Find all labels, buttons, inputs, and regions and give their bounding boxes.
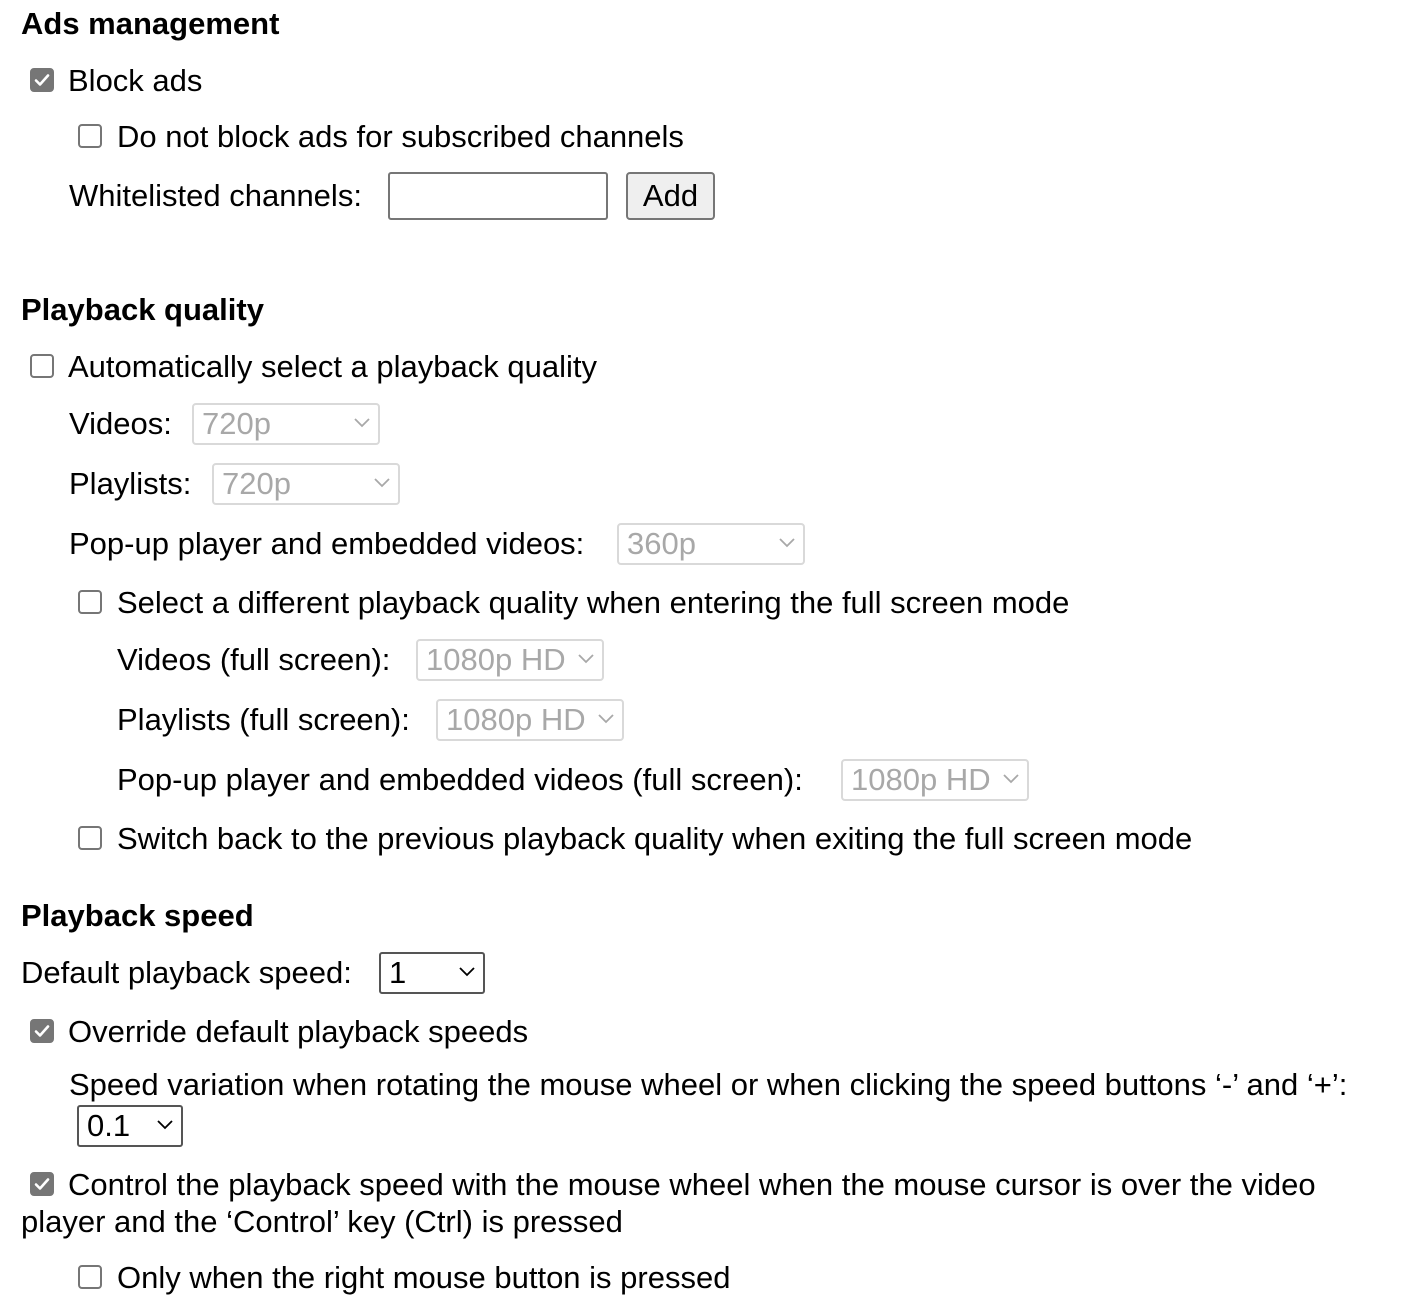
playlists-quality-value: 720p [222,466,291,501]
playback-speed-heading: Playback speed [21,898,254,933]
ads-management-heading: Ads management [21,6,280,41]
right-mouse-button-label: Only when the right mouse button is pressed [117,1260,731,1295]
chevron-down-icon [1003,774,1019,784]
whitelisted-channels-input[interactable] [388,172,608,220]
chevron-down-icon [578,654,594,664]
right-mouse-button-checkbox[interactable] [78,1265,102,1289]
videos-quality-label: Videos: [69,406,172,441]
playback-quality-heading: Playback quality [21,292,264,327]
fullscreen-quality-label: Select a different playback quality when entering the full screen mode [117,585,1070,620]
checkmark-icon [33,1022,51,1040]
subscribed-channels-checkbox[interactable] [78,124,102,148]
chevron-down-icon [779,538,795,548]
chevron-down-icon [354,418,370,428]
speed-variation-select[interactable] [77,1105,183,1147]
mouse-wheel-speed-label-line2: player and the ‘Control’ key (Ctrl) is pressed [21,1204,623,1239]
videos-quality-select[interactable] [192,403,380,445]
playlists-fullscreen-label: Playlists (full screen): [117,702,410,737]
switch-back-label: Switch back to the previous playback quality when exiting the full screen mode [117,821,1193,856]
videos-fullscreen-label: Videos (full screen): [117,642,391,677]
playlists-fullscreen-value: 1080p HD [446,702,586,737]
add-button[interactable]: Add [626,172,715,220]
block-ads-checkbox[interactable] [30,68,54,92]
override-speeds-label: Override default playback speeds [68,1014,529,1049]
popup-fullscreen-label: Pop-up player and embedded videos (full screen): [117,762,803,797]
chevron-down-icon [598,714,614,724]
whitelisted-channels-label: Whitelisted channels: [69,178,362,213]
popup-fullscreen-value: 1080p HD [851,762,991,797]
videos-fullscreen-value: 1080p HD [426,642,566,677]
block-ads-label: Block ads [68,63,203,98]
speed-variation-value: 0.1 [87,1108,131,1143]
chevron-down-icon [157,1120,173,1130]
popup-quality-select[interactable] [617,523,805,565]
popup-fullscreen-select[interactable] [841,759,1029,801]
videos-fullscreen-select[interactable] [416,639,604,681]
checkmark-icon [33,71,51,89]
checkmark-icon [33,1175,51,1193]
auto-quality-checkbox[interactable] [30,354,54,378]
override-speeds-checkbox[interactable] [30,1019,54,1043]
default-speed-value: 1 [389,955,407,990]
subscribed-channels-label: Do not block ads for subscribed channels [117,119,684,154]
fullscreen-quality-checkbox[interactable] [78,590,102,614]
popup-quality-label: Pop-up player and embedded videos: [69,526,585,561]
videos-quality-value: 720p [202,406,271,441]
mouse-wheel-speed-label-line1: Control the playback speed with the mouse wheel when the mouse cursor is over the video [68,1167,1316,1202]
chevron-down-icon [459,967,475,977]
mouse-wheel-speed-checkbox[interactable] [30,1172,54,1196]
chevron-down-icon [374,478,390,488]
default-speed-label: Default playback speed: [21,955,352,990]
default-speed-select[interactable] [379,952,485,994]
auto-quality-label: Automatically select a playback quality [68,349,597,384]
speed-variation-label: Speed variation when rotating the mouse wheel or when clicking the speed buttons ‘-’ and ‘+’: [69,1067,1348,1102]
playlists-quality-select[interactable] [212,463,400,505]
switch-back-checkbox[interactable] [78,826,102,850]
popup-quality-value: 360p [627,526,696,561]
playlists-fullscreen-select[interactable] [436,699,624,741]
playlists-quality-label: Playlists: [69,466,192,501]
